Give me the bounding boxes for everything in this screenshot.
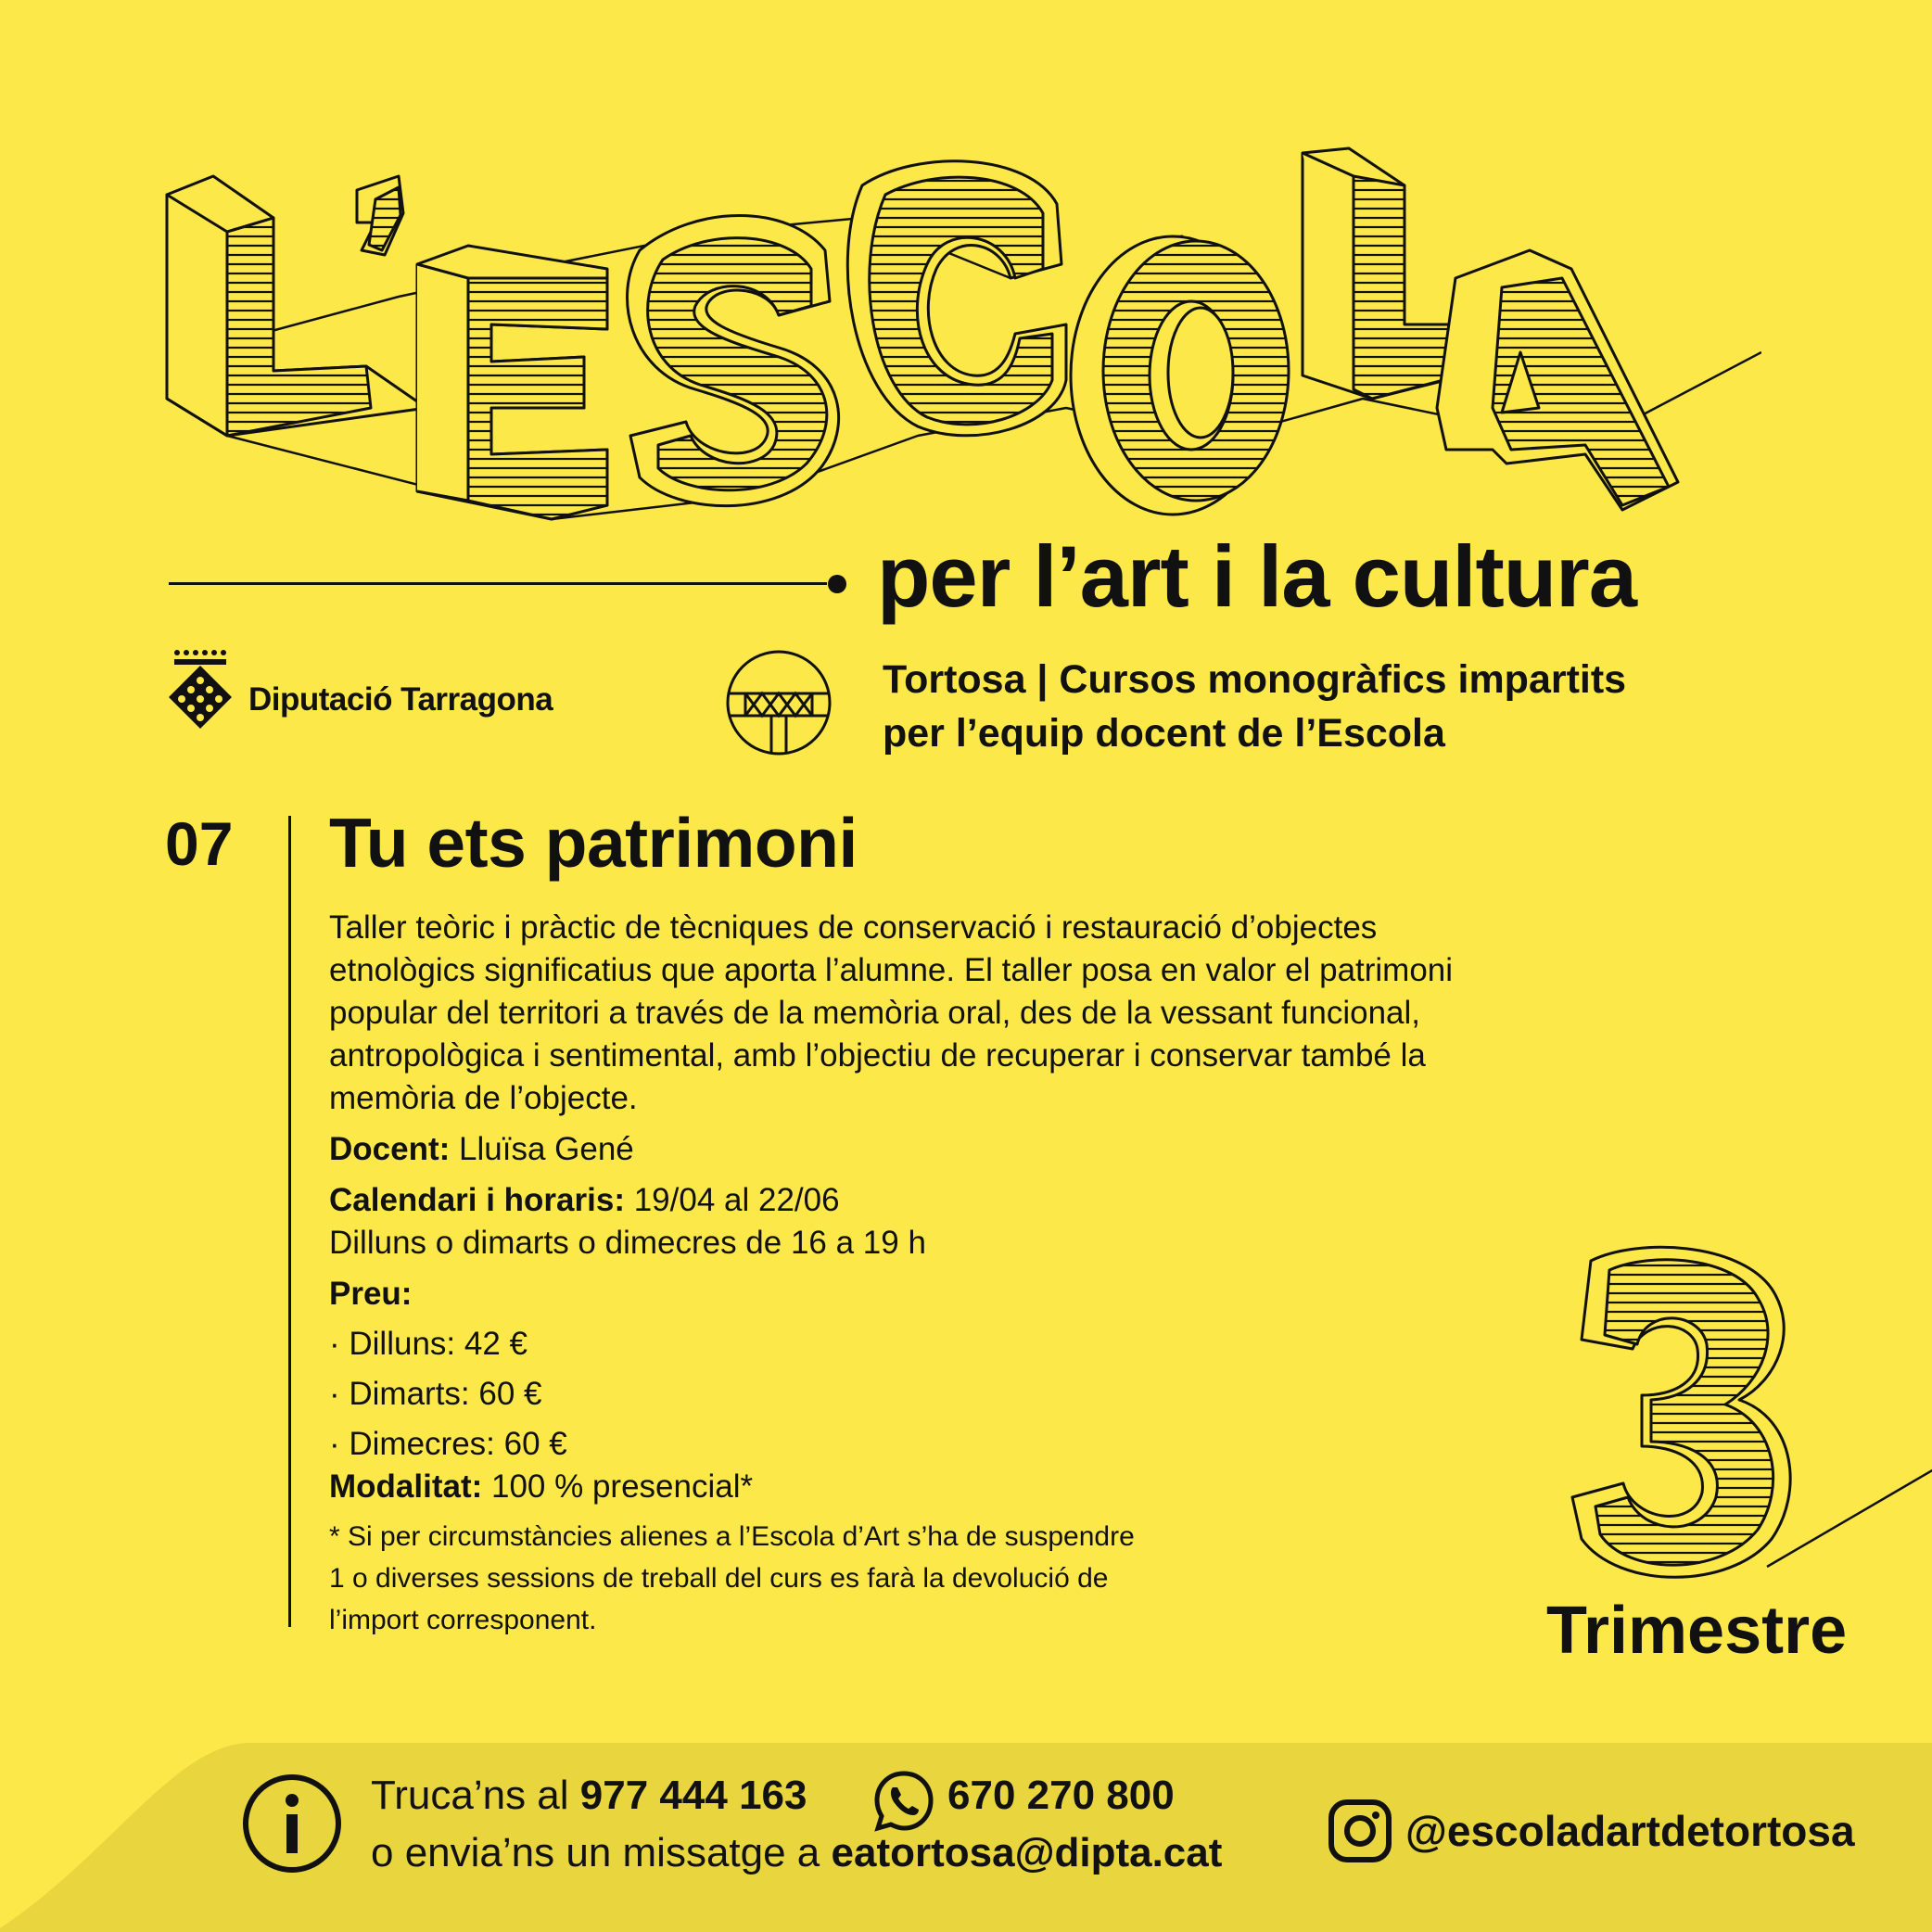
escola-logo [139, 130, 1761, 547]
course-rule [288, 816, 291, 1627]
subtitle-rule [169, 582, 827, 585]
price-item: · Dimarts: 60 € [329, 1376, 542, 1412]
instagram-handle[interactable]: @escoladartdetortosa [1405, 1807, 1855, 1855]
schedule-row [329, 1179, 1673, 1222]
email-prefix: o envia’ns un missatge a [371, 1830, 820, 1875]
subtitle-dot [828, 575, 846, 593]
schedule-label: Calendari i horaris: [329, 1182, 625, 1218]
teacher-label: Docent: [329, 1131, 451, 1167]
bridge-icon [725, 649, 833, 756]
info-icon [241, 1773, 343, 1875]
phone-prefix: Truca’ns al [371, 1773, 569, 1818]
footnote [329, 1516, 1673, 1641]
footnote-line: * Si per circumstàncies alienes a l’Escola d’Art s’ha de suspendre [329, 1521, 1135, 1552]
diputacio-name: Diputació Tarragona [248, 681, 553, 718]
description-line: etnològics significatius que aporta l’alumne. El taller posa en valor el patrimoni [329, 952, 1454, 988]
email-address[interactable]: eatortosa@dipta.cat [831, 1830, 1223, 1875]
whatsapp-icon [871, 1769, 936, 1834]
trimester-label: Trimestre [1546, 1594, 1848, 1668]
teacher-name: Lluïsa Gené [459, 1131, 634, 1167]
tagline-line2: per l’equip docent de l’Escola [883, 711, 1445, 756]
schedule-hours: Dilluns o dimarts o dimecres de 16 a 19 h [329, 1225, 926, 1261]
price-item: · Dilluns: 42 € [329, 1326, 527, 1362]
schedule-dates: 19/04 al 22/06 [633, 1182, 840, 1218]
description-line: popular del territori a través de la memòria oral, des de la vessant funcional, [329, 995, 1420, 1031]
footnote-line: 1 o diverses sessions de treball del curs es farà la devolució de [329, 1563, 1109, 1594]
course-title: Tu ets patrimoni [329, 804, 858, 882]
price-item: · Dimecres: 60 € [329, 1426, 567, 1462]
footnote-line: l’import corresponent. [329, 1605, 597, 1635]
teacher-row [329, 1128, 1673, 1171]
whatsapp-number[interactable]: 670 270 800 [947, 1773, 1175, 1818]
phone-line [371, 1773, 807, 1819]
tagline-line1: Tortosa | Cursos monogràfics impartits [883, 657, 1627, 702]
trimester-number [1554, 1242, 1932, 1595]
mode-row [329, 1466, 1673, 1508]
tagline [883, 653, 1626, 760]
course-number: 07 [165, 809, 234, 878]
description-line: antropològica i sentimental, amb l’objectiu de recuperar i conservar també la [329, 1037, 1426, 1074]
course-details [329, 907, 1673, 1641]
email-line [371, 1830, 1222, 1876]
description-line: memòria de l’objecte. [329, 1080, 638, 1116]
instagram-icon [1328, 1799, 1392, 1863]
phone-number[interactable]: 977 444 163 [579, 1773, 807, 1818]
price-label: Preu: [329, 1276, 413, 1312]
subtitle: per l’art i la cultura [877, 527, 1637, 625]
diputacio-shield-icon [165, 645, 239, 738]
mode-value: 100 % presencial* [491, 1468, 754, 1505]
price-row [329, 1273, 1673, 1316]
mode-label: Modalitat: [329, 1468, 483, 1505]
description-line: Taller teòric i pràctic de tècniques de conservació i restauració d’objectes [329, 909, 1378, 946]
